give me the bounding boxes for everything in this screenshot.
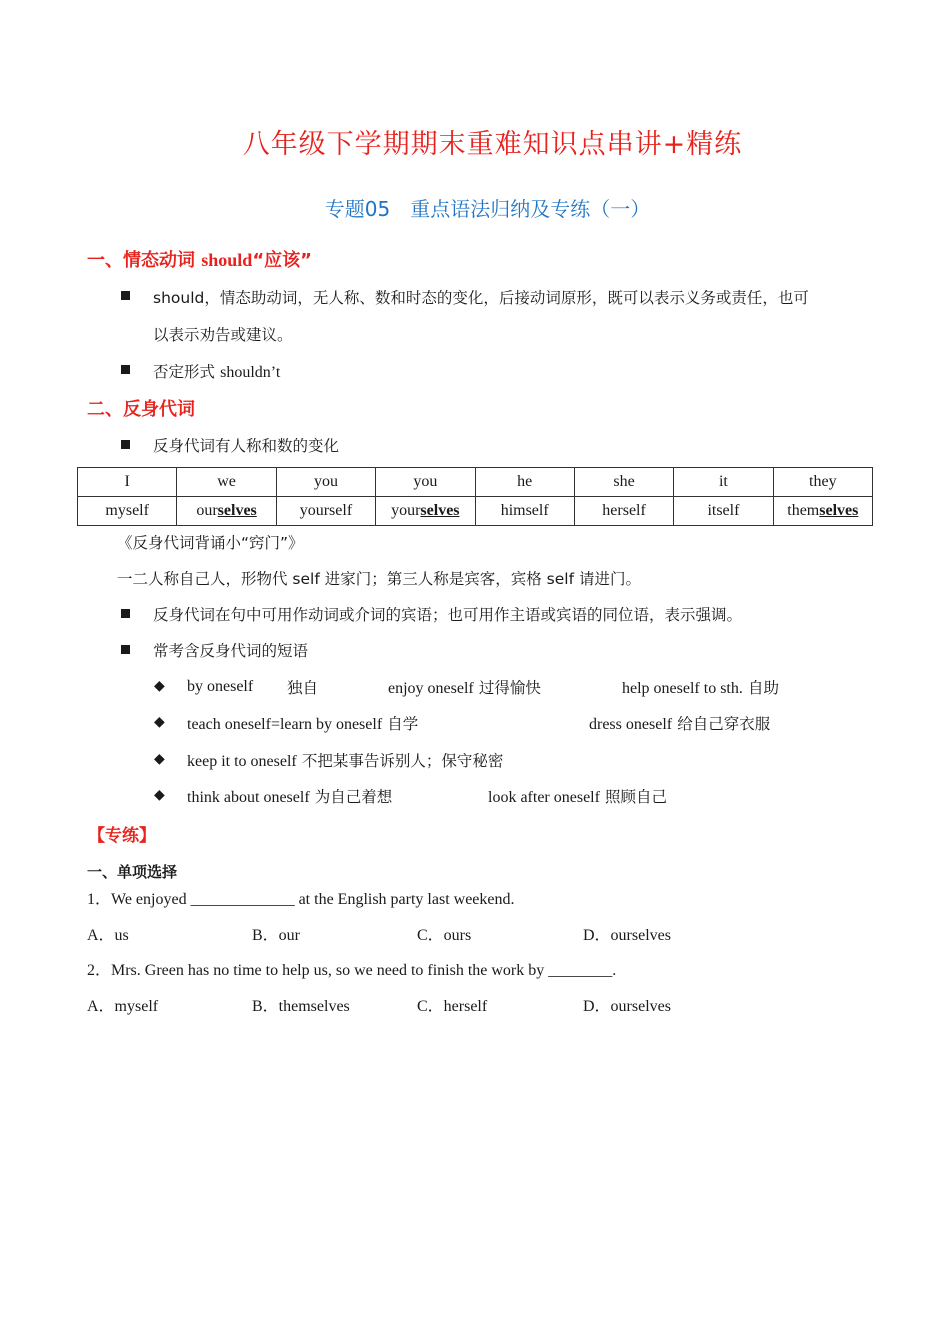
- phrase-help-oneself: [622, 676, 779, 698]
- table-cell: you: [376, 468, 475, 497]
- phrase-en: think about oneself: [187, 789, 310, 806]
- table-cell: they: [773, 468, 872, 497]
- phrase-cn: 为自己着想: [314, 788, 393, 806]
- bullet-square-icon: [121, 645, 130, 654]
- question-2-option-d: D．ourselves: [583, 998, 671, 1015]
- bullet2-cn: 否定形式: [153, 363, 216, 381]
- question-2-stem: 2．Mrs. Green has no time to help us, so we need to finish the work by ________.: [87, 962, 617, 979]
- question-1-option-d: D．ourselves: [583, 927, 671, 944]
- practice-label: 【专练】: [88, 826, 156, 846]
- phrase-en: help oneself to sth.: [622, 680, 743, 697]
- table-cell: [177, 497, 276, 526]
- phrase-en: keep it to oneself: [187, 753, 297, 770]
- bullet-square-icon: [121, 609, 130, 618]
- section1-heading-en: should: [201, 250, 253, 270]
- phrase-en: dress oneself: [589, 716, 673, 733]
- phrase-en: enjoy oneself: [388, 680, 474, 697]
- phrase-by-oneself: [187, 676, 253, 696]
- diamond-bullet-icon: ◆: [154, 714, 165, 730]
- cell-underline-text: selves: [217, 502, 257, 519]
- bullet2-en: shouldn’t: [220, 364, 281, 381]
- section2-bullet1: 反身代词有人称和数的变化: [153, 437, 340, 455]
- table-row-subjects: [78, 468, 873, 497]
- table-cell: [773, 497, 872, 526]
- question-1-stem: 1．We enjoyed _____________ at the English party last weekend.: [87, 891, 515, 908]
- table-cell: [674, 497, 773, 526]
- section1-bullet1-line1: should，情态助动词，无人称、数和时态的变化，后接动词原形，既可以表示义务或责任，也可: [153, 289, 809, 307]
- phrase-cn: 自助: [747, 679, 779, 697]
- bullet-square-icon: [121, 291, 130, 300]
- table-cell: he: [475, 468, 574, 497]
- table-cell: you: [276, 468, 375, 497]
- question-1-option-b: B．our: [252, 927, 301, 944]
- phrase-en: by oneself: [187, 678, 254, 695]
- table-cell: [78, 497, 177, 526]
- table-cell: it: [674, 468, 773, 497]
- section1-bullet2: [153, 360, 280, 382]
- diamond-bullet-icon: ◆: [154, 787, 165, 803]
- question-2-option-c: C．herself: [417, 998, 488, 1015]
- table-cell: [574, 497, 673, 526]
- bullet-square-icon: [121, 365, 130, 374]
- cell-text: itself: [707, 502, 740, 519]
- phrase-cn: 过得愉快: [478, 679, 541, 697]
- phrase-look-after-oneself: [488, 785, 667, 807]
- section2-heading: 二、反身代词: [87, 399, 195, 420]
- cell-text: them: [787, 502, 820, 519]
- diamond-bullet-icon: ◆: [154, 678, 165, 694]
- section2-bullet2: 反身代词在句中可用作动词或介词的宾语；也可用作主语或宾语的同位语，表示强调。: [153, 606, 743, 624]
- phrase-enjoy-oneself: [388, 676, 541, 698]
- section1-heading-cn: 一、情态动词: [87, 250, 195, 271]
- question-2-option-a: A．myself: [87, 998, 159, 1015]
- table-cell: she: [574, 468, 673, 497]
- tip-text: 一二人称自己人，形物代 self 进家门；第三人称是宾客，宾格 self 请进门。: [117, 570, 641, 588]
- phrase-cn: 独自: [287, 679, 319, 697]
- section1-heading: [87, 246, 312, 272]
- document-title: 八年级下学期期末重难知识点串讲+精练: [242, 129, 743, 160]
- document-subtitle: 专题05 重点语法归纳及专练（一）: [324, 197, 651, 221]
- cell-text: herself: [602, 502, 646, 519]
- question-1-option-c: C．ours: [417, 927, 472, 944]
- table-cell: [276, 497, 375, 526]
- table-cell: [376, 497, 475, 526]
- cell-text: our: [196, 502, 218, 519]
- section2-bullet3: 常考含反身代词的短语: [153, 642, 309, 660]
- phrase-dress-oneself: [589, 712, 770, 734]
- section1-heading-quote: “应该”: [252, 250, 312, 271]
- tip-title: 《反身代词背诵小“窍门”》: [117, 534, 304, 552]
- phrase-keep-it-to-oneself: [187, 749, 503, 771]
- phrase-cn: 不把某事告诉别人；保守秘密: [301, 752, 504, 770]
- diamond-bullet-icon: ◆: [154, 751, 165, 767]
- cell-text: himself: [500, 502, 549, 519]
- practice-part1-heading: 一、单项选择: [87, 863, 178, 881]
- reflexive-pronoun-table: [77, 467, 873, 526]
- question-1-option-a: A．us: [87, 927, 129, 944]
- phrase-cn: 给自己穿衣服: [677, 715, 771, 733]
- cell-underline-text: selves: [819, 502, 859, 519]
- cell-text: your: [391, 502, 421, 519]
- phrase-en: teach oneself=learn by oneself: [187, 716, 383, 733]
- table-cell: we: [177, 468, 276, 497]
- bullet-square-icon: [121, 440, 130, 449]
- question-2-option-b: B．themselves: [252, 998, 350, 1015]
- phrase-en: look after oneself: [488, 789, 600, 806]
- phrase-teach-oneself: [187, 712, 418, 734]
- cell-underline-text: selves: [420, 502, 460, 519]
- phrase-think-about-oneself: [187, 785, 392, 807]
- table-cell: I: [78, 468, 177, 497]
- table-cell: [475, 497, 574, 526]
- phrase-cn: 照顾自己: [605, 788, 668, 806]
- phrase-cn: 自学: [387, 715, 419, 733]
- section1-bullet1-line2: 以表示劝告或建议。: [153, 326, 293, 344]
- cell-text: yourself: [299, 502, 353, 519]
- cell-text: myself: [105, 502, 149, 519]
- table-row-reflexives: [78, 497, 873, 526]
